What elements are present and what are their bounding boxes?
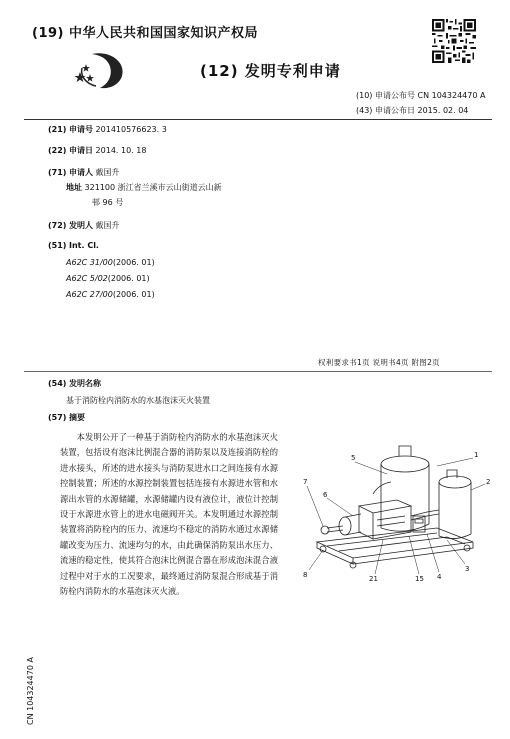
office-name: (19) 中华人民共和国国家知识产权局 <box>32 26 258 41</box>
figure-label: 21 <box>369 575 378 583</box>
page-count-summary: 权利要求书1页 说明书4页 附图2页 <box>318 358 440 367</box>
address-line <box>66 182 222 193</box>
intcl-label: Int. Cl. <box>69 241 99 250</box>
publication-date: (43) 申请公布日 2015. 02. 04 <box>356 106 469 115</box>
figure-label: 4 <box>437 573 442 581</box>
applicant-line <box>48 167 120 178</box>
header-rule <box>24 119 492 120</box>
class-code: A62C 5/02 <box>66 274 108 283</box>
figure-label: 5 <box>351 454 356 462</box>
applicant-value: 戴国升 <box>95 168 120 177</box>
publication-number: (10) 申请公布号 CN 104324470 A <box>356 91 486 100</box>
figure-label: 15 <box>415 575 424 583</box>
intcl-line <box>48 241 99 250</box>
figure-label: 2 <box>486 478 491 486</box>
class-code: A62C 31/00 <box>66 258 113 267</box>
class-version: (2006. 01) <box>112 290 155 299</box>
document-type: (12) 发明专利申请 <box>200 62 341 80</box>
invention-title: 基于消防栓内消防水的水基泡沫灭火装置 <box>66 396 210 405</box>
abstract-heading <box>48 412 85 423</box>
figure-label: 6 <box>323 491 328 499</box>
title-heading <box>48 378 101 389</box>
representative-drawing <box>287 424 499 594</box>
class-version: (2006. 01) <box>107 274 150 283</box>
abstract-body <box>60 430 278 599</box>
address-line-2: 邨 96 号 <box>92 198 124 207</box>
application-number-value: 201410576623. 3 <box>95 125 167 134</box>
abstract-code: (57) <box>48 413 67 422</box>
class-item <box>66 290 155 299</box>
figure-label: 8 <box>303 571 308 579</box>
qr-code <box>432 19 476 63</box>
title-label: 发明名称 <box>69 379 101 388</box>
application-number-code: (21) <box>48 125 67 134</box>
inventor-line <box>48 220 120 231</box>
class-version: (2006. 01) <box>112 258 155 267</box>
class-code: A62C 27/00 <box>66 290 113 299</box>
application-number-label: 申请号 <box>69 125 93 134</box>
address-label: 地址 <box>66 183 82 192</box>
application-date-line <box>48 145 146 156</box>
figure-label: 1 <box>474 451 479 459</box>
title-code: (54) <box>48 379 67 388</box>
application-date-code: (22) <box>48 146 67 155</box>
inventor-value: 戴国升 <box>95 221 120 230</box>
applicant-label: 申请人 <box>69 168 93 177</box>
abstract-text: 本发明公开了一种基于消防栓内消防水的水基泡沫灭火装置，包括设有泡沫比例混合器的消防泵以及连接消防栓的进水接头，所述的进水接头与消防泵进水口之间连接有水源控制装置；所述的水源控制装置包括连接有水源进水管和水源出水管的水源储罐，水源储罐内设有液位计，液位计控制设于水源进水管上的进水电磁阀开关。本发明通过水源控制装置将消防栓内的压力、流速均不稳定的消防水通过水源储罐改变为压力、流速均匀的水，由此确保消防泵出水压力、流速的稳定性，使其符合泡沫比例混合器在形成泡沫混合液过程中对于水的工况要求，最终通过消防泵混合形成基于消防栓内消防水的水基泡沫灭火液。 <box>60 432 278 597</box>
address-line-1: 321100 浙江省兰溪市云山街道云山新 <box>84 183 222 192</box>
application-date-label: 申请日 <box>69 146 93 155</box>
side-publication-number: CN 104324470 A <box>26 657 35 725</box>
class-item <box>66 258 155 267</box>
figure-label: 3 <box>465 565 470 573</box>
inventor-label: 发明人 <box>69 221 93 230</box>
abstract-label: 摘要 <box>69 413 85 422</box>
cnipa-logo <box>72 50 128 90</box>
class-item <box>66 274 150 283</box>
section-rule <box>24 371 492 372</box>
application-date-value: 2014. 10. 18 <box>95 146 147 155</box>
figure-label: 7 <box>303 478 308 486</box>
inventor-code: (72) <box>48 221 67 230</box>
intcl-code: (51) <box>48 241 67 250</box>
applicant-code: (71) <box>48 168 67 177</box>
application-number-line <box>48 124 167 135</box>
